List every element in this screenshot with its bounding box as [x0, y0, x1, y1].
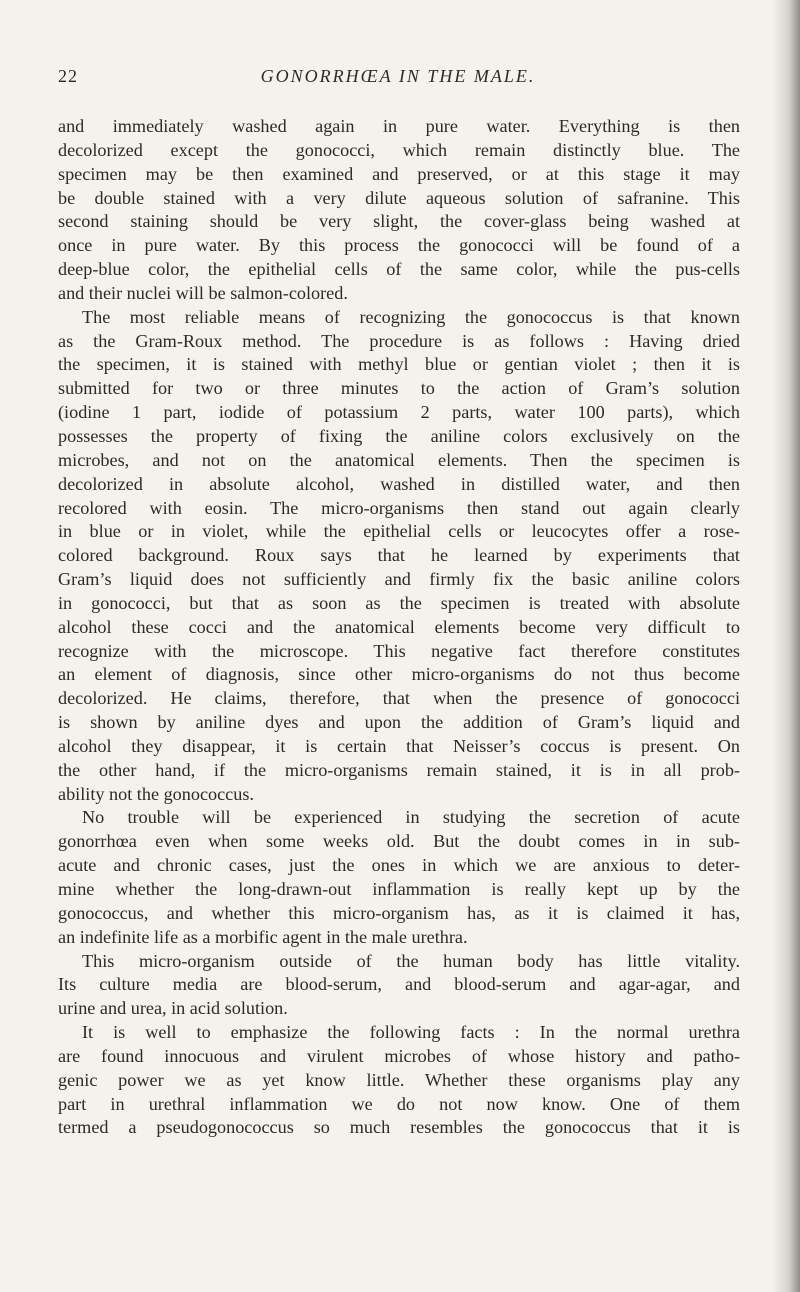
text-line: No trouble will be experienced in studying the secretion of acute: [82, 807, 740, 828]
text-line: This micro-organism outside of the human body has little vitality.: [82, 950, 740, 971]
text-line: gonorrhœa even when some weeks old. But the doubt comes in in sub-: [58, 831, 740, 852]
text-line: recognize with the microscope. This negative fact therefore constitutes: [58, 640, 740, 661]
text-line: is shown by aniline dyes and upon the addition of Gram’s liquid and: [58, 712, 740, 733]
text-line: alcohol these cocci and the anatomical elements become very difficult to: [58, 616, 740, 637]
text-line: and their nuclei will be salmon-colored.: [58, 282, 348, 303]
text-line: as the Gram-Roux method. The procedure is as follows : Having dried: [58, 330, 740, 351]
text-line: an element of diagnosis, since other micro-organisms do not thus become: [58, 664, 740, 685]
text-line: part in urethral inflammation we do not now know. One of them: [58, 1093, 740, 1114]
text-line: possesses the property of fixing the aniline colors exclusively on the: [58, 425, 740, 446]
text-line: decolorized in absolute alcohol, washed in distilled water, and then: [58, 473, 740, 494]
text-line: submitted for two or three minutes to the action of Gram’s solution: [58, 378, 740, 399]
text-line: the other hand, if the micro-organisms remain stained, it is in all prob-: [58, 759, 740, 780]
text-line: The most reliable means of recognizing the gonococcus is that known: [82, 306, 740, 327]
text-line: ability not the gonococcus.: [58, 783, 254, 804]
text-line: colored background. Roux says that he learned by experiments that: [58, 545, 740, 566]
text-line: microbes, and not on the anatomical elements. Then the specimen is: [58, 449, 740, 470]
running-head: [58, 66, 738, 92]
text-line: Gram’s liquid does not sufficiently and firmly fix the basic aniline colors: [58, 569, 740, 590]
text-line: specimen may be then examined and preserved, or at this stage it may: [58, 163, 740, 184]
text-line: an indefinite life as a morbific agent in the male urethra.: [58, 926, 468, 947]
text-line: in gonococci, but that as soon as the specimen is treated with absolute: [58, 592, 740, 613]
text-line: decolorized except the gonococci, which remain distinctly blue. The: [58, 139, 740, 160]
text-line: It is well to emphasize the following facts : In the normal urethra: [82, 1022, 740, 1043]
text-line: (iodine 1 part, iodide of potassium 2 parts, water 100 parts), which: [58, 402, 740, 423]
page-edge-shadow: [772, 0, 800, 1292]
body-text: [58, 115, 740, 1140]
text-line: deep-blue color, the epithelial cells of the same color, while the pus-cells: [58, 259, 740, 280]
text-line: Its culture media are blood-serum, and blood-serum and agar-agar, and: [58, 974, 740, 995]
text-line: urine and urea, in acid solution.: [58, 998, 288, 1019]
text-line: alcohol they disappear, it is certain that Neisser’s coccus is present. On: [58, 735, 740, 756]
text-line: termed a pseudogonococcus so much resembles the gonococcus that it is: [58, 1117, 740, 1138]
text-line: in blue or in violet, while the epithelial cells or leucocytes offer a rose-: [58, 521, 740, 542]
text-line: second staining should be very slight, the cover-glass being washed at: [58, 211, 740, 232]
text-line: acute and chronic cases, just the ones in which we are anxious to deter-: [58, 855, 740, 876]
text-line: be double stained with a very dilute aqueous solution of safranine. This: [58, 187, 740, 208]
text-line: gonococcus, and whether this micro-organism has, as it is claimed it has,: [58, 902, 740, 923]
text-line: and immediately washed again in pure water. Everything is then: [58, 116, 740, 136]
text-line: recolored with eosin. The micro-organisms then stand out again clearly: [58, 497, 740, 518]
page-number: 22: [58, 66, 78, 86]
text-line: are found innocuous and virulent microbes of whose history and patho-: [58, 1045, 740, 1066]
text-line: genic power we as yet know little. Whether these organisms play any: [58, 1069, 740, 1090]
text-line: once in pure water. By this process the gonococci will be found of a: [58, 235, 740, 256]
text-line: decolorized. He claims, therefore, that when the presence of gonococci: [58, 688, 740, 709]
text-line: mine whether the long-drawn-out inflammation is really kept up by the: [58, 879, 740, 899]
text-line: the specimen, it is stained with methyl blue or gentian violet ; then it is: [58, 354, 740, 375]
running-title: GONORRHŒA IN THE MALE.: [260, 66, 536, 86]
